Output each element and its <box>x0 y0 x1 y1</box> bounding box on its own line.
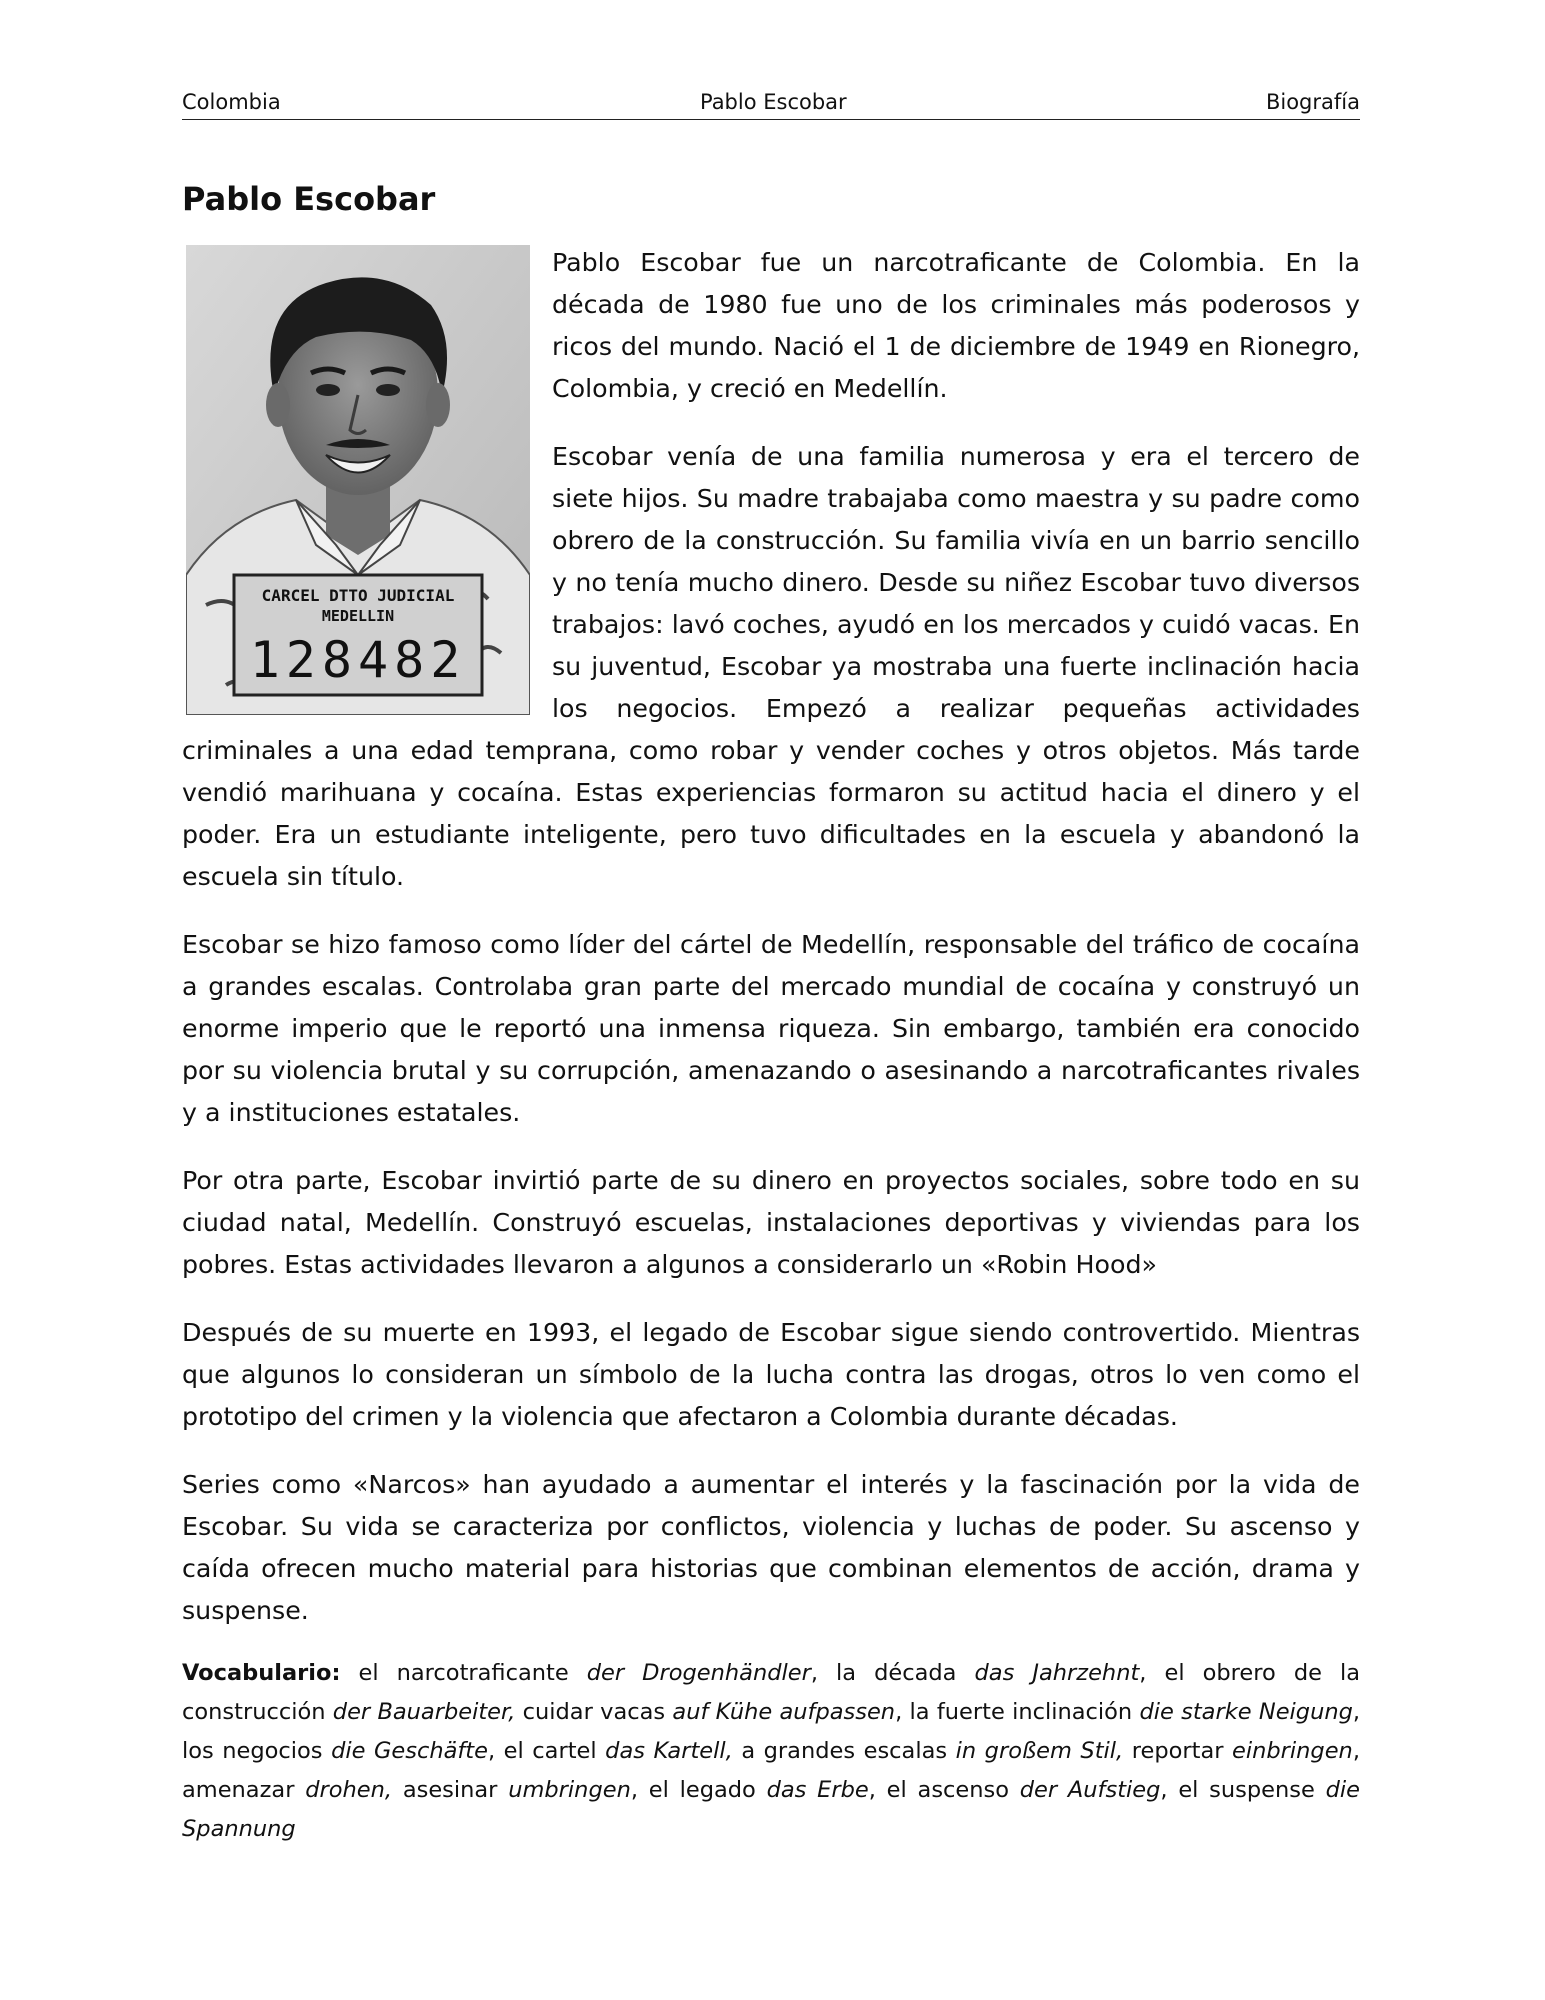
vocab-term: el legado <box>648 1777 756 1803</box>
vocab-term: a grandes escalas <box>741 1738 948 1764</box>
placard-line-1: CARCEL DTTO JUDICIAL <box>261 586 455 605</box>
document-page <box>182 90 1360 1849</box>
header-right: Biografía <box>1265 90 1360 114</box>
placard-line-2: MEDELLIN <box>321 607 395 625</box>
vocab-translation: auf Kühe aufpassen <box>672 1699 896 1725</box>
paragraph-cartel: Escobar se hizo famoso como líder del cártel de Medellín, responsable del tráfico de cocaína a grandes escalas. Controlaba gran parte del mercado mundial de cocaína y construyó un enorme imperio que le reportó una inmensa riqueza. Sin embargo, también era conocido por su violencia brutal y su corrupción, amenazando o asesinando a narcotraficantes rivales y a instituciones estatales. <box>182 930 1360 1127</box>
vocab-term: el ascenso <box>886 1777 1009 1803</box>
vocab-term: amenazar <box>182 1777 295 1803</box>
header-center: Pablo Escobar <box>699 90 847 114</box>
vocab-term: la década <box>836 1660 957 1686</box>
vocab-translation: das Jahrzehnt <box>974 1660 1140 1686</box>
mugshot-photo <box>186 245 530 715</box>
paragraph-narcos: Series como «Narcos» han ayudado a aumentar el interés y la fascinación por la vida de Escobar. Su vida se caracteriza por conflictos, violencia y luchas de poder. Su ascenso y caída ofrecen mucho material para historias que combinan elementos de acción, drama y suspense. <box>182 1470 1360 1625</box>
vocabulary-label: Vocabulario: <box>182 1660 341 1686</box>
vocab-translation: in großem Stil, <box>955 1738 1124 1764</box>
vocab-term: la fuerte inclinación <box>909 1699 1133 1725</box>
vocab-term: el suspense <box>1178 1777 1315 1803</box>
vocab-translation: der Bauarbeiter, <box>332 1699 516 1725</box>
page-title: Pablo Escobar <box>182 180 436 218</box>
vocab-translation: die Spannung <box>182 1777 1360 1842</box>
vocabulary-box <box>182 1654 1360 1849</box>
vocab-translation: einbringen <box>1232 1738 1353 1764</box>
vocab-translation: umbringen <box>508 1777 631 1803</box>
paragraph-social-projects: Por otra parte, Escobar invirtió parte de su dinero en proyectos sociales, sobre todo en su ciudad natal, Medellín. Construyó escuelas, instalaciones deportivas y viviendas para los pobres. Estas actividades llevaron a algunos a considerarlo un «Robin Hood» <box>182 1166 1360 1279</box>
vocab-translation: drohen, <box>305 1777 393 1803</box>
vocab-translation: die Geschäfte <box>331 1738 488 1764</box>
vocab-translation: der Aufstieg <box>1019 1777 1161 1803</box>
vocab-translation: der Drogenhändler <box>586 1660 811 1686</box>
paragraph-intro: Pablo Escobar fue un narcotraficante de Colombia. En la década de 1980 fue uno de los criminales más poderosos y ricos del mundo. Nació el 1 de diciembre de 1949 en Rionegro, Colombia, y creció en Medellín. <box>552 248 1360 403</box>
vocab-term: el cartel <box>503 1738 597 1764</box>
vocab-term: asesinar <box>402 1777 498 1803</box>
placard-number: 128482 <box>249 631 467 689</box>
paragraph-childhood: Escobar venía de una familia numerosa y era el tercero de siete hijos. Su madre trabajaba como maestra y su padre como obrero de la construcción. Su familia vivía en un barrio sencillo y no tenía mucho dinero. Desde su niñez Escobar tuvo diversos trabajos: lavó coches, ayudó en los mercados y cuidó vacas. En su juventud, Escobar ya mostraba una fuerte inclinación hacia los negocios. Empezó a realizar pequeñas actividades criminales a una edad temprana, como robar y vender coches y otros objetos. Más tarde vendió marihuana y cocaína. Estas experiencias formaron su actitud hacia el dinero y el poder. Era un estudiante inteligente, pero tuvo dificultades en la escuela y abandonó la escuela sin título. <box>182 442 1360 891</box>
vocab-translation: die starke Neigung <box>1139 1699 1353 1725</box>
vocab-term: los negocios <box>182 1738 323 1764</box>
header-left: Colombia <box>182 90 281 114</box>
vocab-term: reportar <box>1131 1738 1224 1764</box>
vocab-translation: das Erbe <box>766 1777 869 1803</box>
vocab-translation: das Kartell, <box>605 1738 733 1764</box>
page-header <box>182 90 1360 120</box>
vocab-term: cuidar vacas <box>522 1699 666 1725</box>
article-body <box>182 242 1360 1632</box>
paragraph-legacy: Después de su muerte en 1993, el legado de Escobar sigue siendo controvertido. Mientras que algunos lo consideran un símbolo de la lucha contra las drogas, otros lo ven como el prototipo del crimen y la violencia que afectaron a Colombia durante décadas. <box>182 1318 1360 1431</box>
vocab-term: el obrero de la construcción <box>182 1660 1361 1725</box>
vocabulary-list: el narcotraficante der Drogenhändler, la década das Jahrzehnt, el obrero de la construcción der Bauarbeiter, cuidar vacas auf Kühe aufpassen, la fuerte inclinación die starke Neigung, los negocios die Geschäfte, el cartel das Kartell, a grandes escalas in großem Stil, reportar einbringen, amenazar drohen, asesinar umbringen, el legado das Erbe, el ascenso der Aufstieg, el suspense die Spannung <box>182 1660 1361 1842</box>
vocab-term: el narcotraficante <box>358 1660 569 1686</box>
